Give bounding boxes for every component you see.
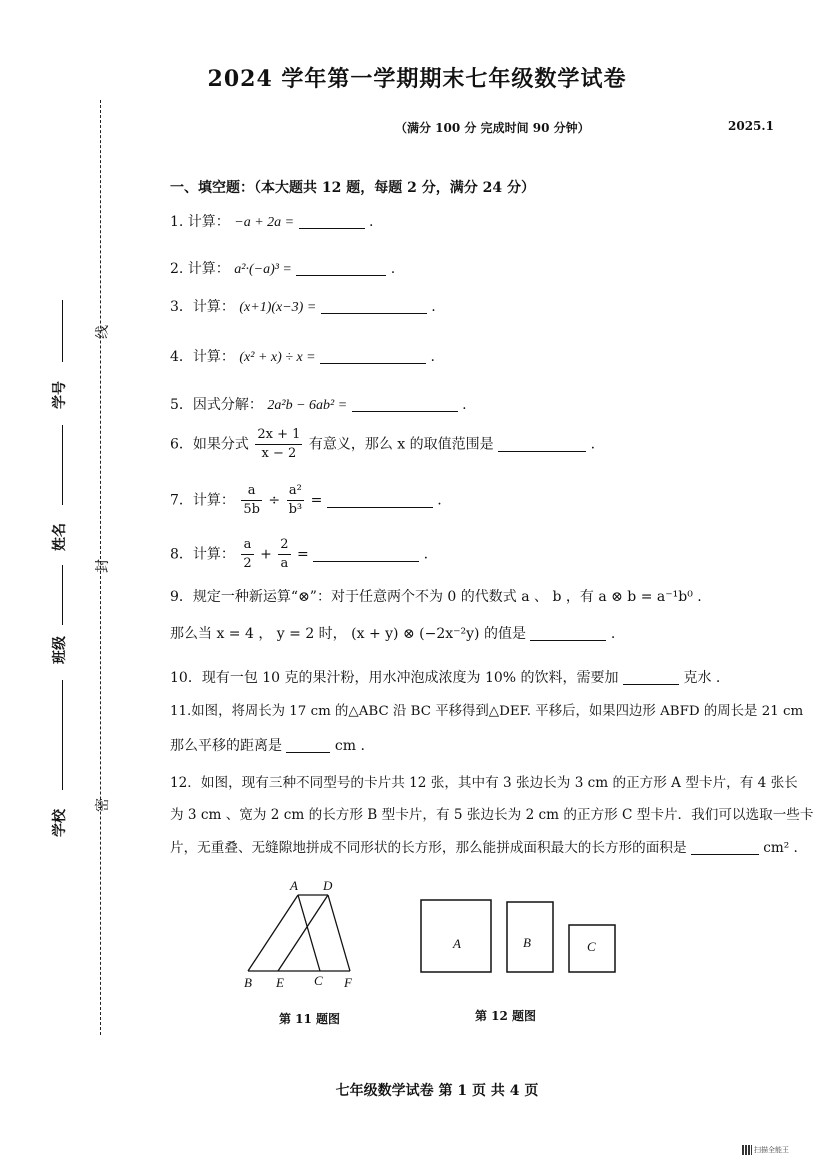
fraction-q7-a: $\frac{a}{5b}$	[243, 483, 260, 517]
card-label-a: A	[453, 936, 461, 951]
question-9-line-2: 那么当 x = 4 ， y = 2 时， (x + y) ⊗ (−2x⁻²y) 的值是 .	[170, 626, 616, 642]
student-id-line	[62, 300, 63, 362]
question-5: 5．因式分解： 2a²b − 6ab² = .	[170, 397, 467, 413]
point-label-b: B	[244, 975, 252, 990]
class-line	[62, 565, 63, 625]
school-line	[62, 680, 63, 790]
segment-df	[328, 895, 350, 971]
question-11-line-1: 11.如图，将周长为 17 cm 的△ABC 沿 BC 平移得到△DEF. 平移后，如果四边形 ABFD 的周长是 21 cm	[170, 704, 804, 719]
exam-subtitle: （满分 100 分 完成时间 90 分钟）	[395, 121, 590, 135]
question-8: 8．计算： $\frac{a}{2}$ + $\frac{2}{a}$ = .	[170, 537, 429, 571]
answer-blank-3[interactable]	[321, 299, 427, 314]
answer-blank-6[interactable]	[498, 437, 586, 452]
point-label-f: F	[344, 975, 352, 990]
question-11-line-2: 那么平移的距离是 cm .	[170, 738, 365, 754]
figure-11-caption: 第 11 题图	[279, 1012, 341, 1026]
point-label-e: E	[276, 975, 284, 990]
page-footer: 七年级数学试卷 第 1 页 共 4 页	[335, 1083, 539, 1099]
fraction-q7-b: $\frac{\text{a²}}{\text{b³}}$	[288, 483, 303, 517]
question-12-line-2: 为 3 cm 、宽为 2 cm 的长方形 B 型卡片，有 5 张边长为 2 cm 的正方形 C 型卡片．我们可以选取一些卡	[170, 807, 814, 823]
answer-blank-11[interactable]	[286, 738, 330, 753]
answer-blank-8[interactable]	[313, 547, 419, 562]
card-label-c: C	[587, 939, 596, 954]
name-label: 姓名	[52, 523, 68, 551]
answer-blank-4[interactable]	[320, 349, 426, 364]
question-6: 6．如果分式 $\frac{2x + 1}{x - 2}$ 有意义，那么 x 的取值范围是 .	[170, 427, 596, 461]
question-9-line-1: 9．规定一种新运算“⊗”：对于任意两个不为 0 的代数式 a 、 b ，有 a ⊗ b = a⁻¹b⁰ .	[170, 589, 702, 605]
answer-blank-9[interactable]	[530, 626, 606, 641]
segment-ac	[298, 895, 320, 971]
question-10: 10．现有一包 10 克的果汁粉，用水冲泡成浓度为 10% 的饮料，需要加 克水 .	[170, 670, 721, 686]
fraction-q8-a: $\frac{a}{2}$	[243, 537, 252, 571]
question-7: 7．计算： $\frac{a}{5b}$ ÷ $\frac{\text{a²}}{\text{b³}}$ = .	[170, 483, 442, 517]
seal-char-xian: 线	[95, 325, 111, 339]
answer-blank-12[interactable]	[691, 840, 759, 855]
fraction-q6: $\frac{2x + 1}{x - 2}$	[257, 427, 301, 461]
answer-blank-2[interactable]	[296, 261, 386, 276]
segment-de	[278, 895, 328, 971]
point-label-d: D	[323, 878, 333, 893]
figure-12-diagram	[415, 895, 615, 980]
point-label-c: C	[314, 973, 323, 988]
answer-blank-10[interactable]	[623, 670, 679, 685]
exam-title: 2024 学年第一学期期末七年级数学试卷	[207, 66, 627, 92]
name-line	[62, 425, 63, 505]
answer-blank-7[interactable]	[327, 493, 433, 508]
qr-code-icon	[742, 1145, 752, 1155]
question-12-line-1: 12．如图，现有三种不同型号的卡片共 12 张，其中有 3 张边长为 3 cm 的正方形 A 型卡片，有 4 张长	[170, 775, 798, 791]
scanner-watermark: 扫描全能王	[742, 1145, 789, 1155]
answer-blank-1[interactable]	[299, 214, 365, 229]
figure-12-caption: 第 12 题图	[475, 1009, 537, 1023]
segment-ab	[248, 895, 298, 971]
seal-char-feng: 封	[95, 559, 111, 573]
fraction-q8-b: $\frac{2}{a}$	[280, 537, 289, 571]
question-1: 1. 计算： −a + 2a = .	[170, 214, 374, 230]
question-4: 4．计算： (x² + x) ÷ x = .	[170, 349, 435, 365]
school-label: 学校	[52, 809, 68, 837]
class-label: 班级	[52, 636, 68, 664]
student-id-label: 学号	[52, 381, 68, 409]
exam-date: 2025.1	[728, 119, 774, 133]
seal-char-mi: 密	[95, 798, 111, 812]
answer-blank-5[interactable]	[352, 397, 458, 412]
question-12-line-3: 片，无重叠、无缝隙地拼成不同形状的长方形，那么能拼成面积最大的长方形的面积是 cm² .	[170, 840, 798, 856]
figure-11-diagram	[240, 875, 370, 995]
point-label-a: A	[290, 878, 298, 893]
section-fill-in-title: 一、填空题：（本大题共 12 题，每题 2 分，满分 24 分）	[170, 180, 535, 196]
card-label-b: B	[523, 935, 531, 950]
question-3: 3．计算： (x+1)(x−3) = .	[170, 299, 436, 315]
question-2: 2. 计算： a²·(−a)³ = .	[170, 261, 396, 277]
